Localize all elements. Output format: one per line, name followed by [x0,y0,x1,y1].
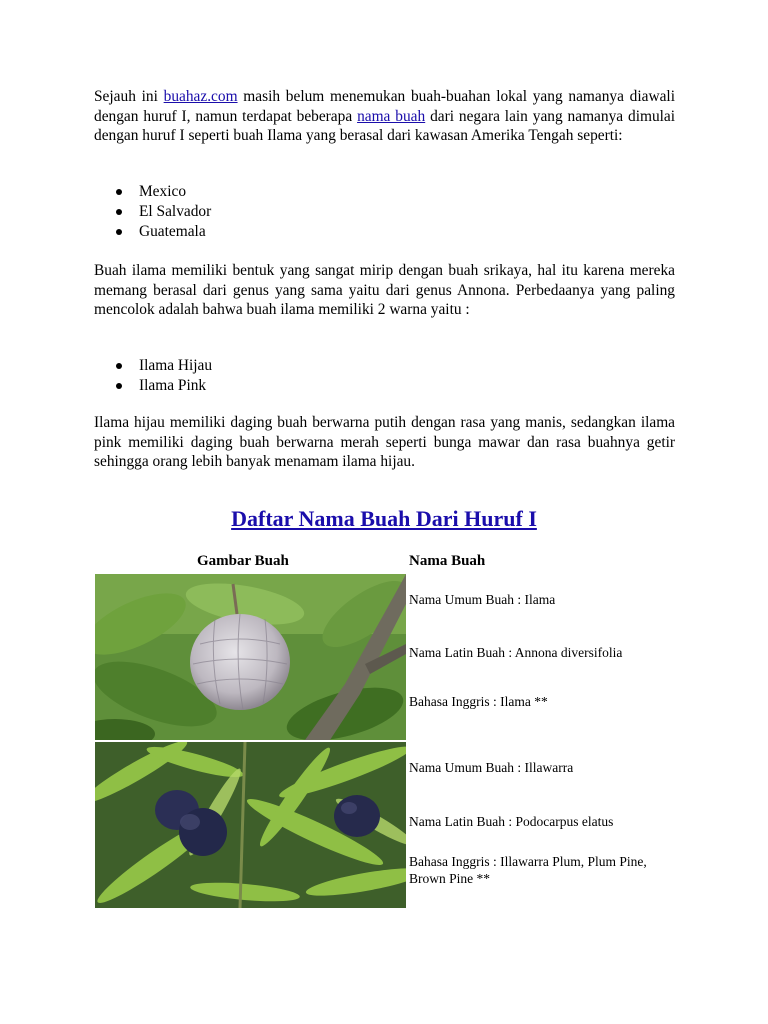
list-item [94,356,212,376]
illawarra-common-name: Nama Umum Buah : Illawarra [409,760,574,775]
illawarra-fruit-illustration [95,742,406,908]
table-header-image: Gambar Buah [197,553,289,569]
nama-buah-link[interactable]: nama buah [357,107,426,125]
color-list [94,356,212,396]
ilama-fruit-illustration [95,574,406,740]
country-list [94,182,211,242]
list-item [94,376,212,396]
taste-paragraph: Ilama hijau memiliki daging buah berwarna putih dengan rasa yang manis, sedangkan ilama pink memiliki daging buah berwarna merah seperti bunga mawar dan rasa buahnya getir sehingga orang lebih banyak menamam ilama hijau. [94,414,675,471]
list-item [94,182,211,202]
table-header-name: Nama Buah [409,553,486,569]
list-item [94,202,211,222]
list-item-label: Guatemala [139,223,206,240]
bullet-icon [116,383,122,389]
bullet-icon [116,363,122,369]
ilama-latin-name: Nama Latin Buah : Annona diversifolia [409,645,623,660]
bullet-icon [116,189,122,195]
list-item [94,222,211,242]
illawarra-fruit-image [95,742,406,908]
description-paragraph: Buah ilama memiliki bentuk yang sangat mirip dengan buah srikaya, hal itu karena mereka memang berasal dari genus yang sama yaitu dari genus Annona. Perbedaanya yang paling mencolok adalah bahwa buah ilama memiliki 2 warna yaitu : [94,262,675,319]
illawarra-english-name: Bahasa Inggris : Illawarra Plum, Plum Pine, Brown Pine ** [409,854,647,886]
list-item-label: Ilama Hijau [139,357,213,374]
list-item-label: Ilama Pink [139,377,207,394]
section-title[interactable]: Daftar Nama Buah Dari Huruf I [231,506,537,531]
ilama-common-name: Nama Umum Buah : Ilama [409,592,556,607]
intro-paragraph [94,87,675,146]
bullet-icon [116,229,122,235]
intro-text-end: dari negara lain yang namanya dimulai dengan huruf I seperti buah Ilama yang berasal dari kawasan Amerika Tengah seperti: [94,107,676,145]
buahaz-link[interactable]: buahaz.com [163,88,238,105]
intro-text-middle: masih belum menemukan buah-buahan lokal yang namanya diawali dengan huruf I, namun terdapat beberapa [94,88,675,125]
illawarra-latin-name: Nama Latin Buah : Podocarpus elatus [409,814,614,829]
list-item-label: El Salvador [139,203,212,220]
list-item-label: Mexico [139,183,187,200]
bullet-icon [116,209,122,215]
intro-text-start: Sejauh ini [94,88,164,105]
ilama-fruit-image [95,574,406,740]
ilama-english-name: Bahasa Inggris : Ilama ** [409,694,548,709]
